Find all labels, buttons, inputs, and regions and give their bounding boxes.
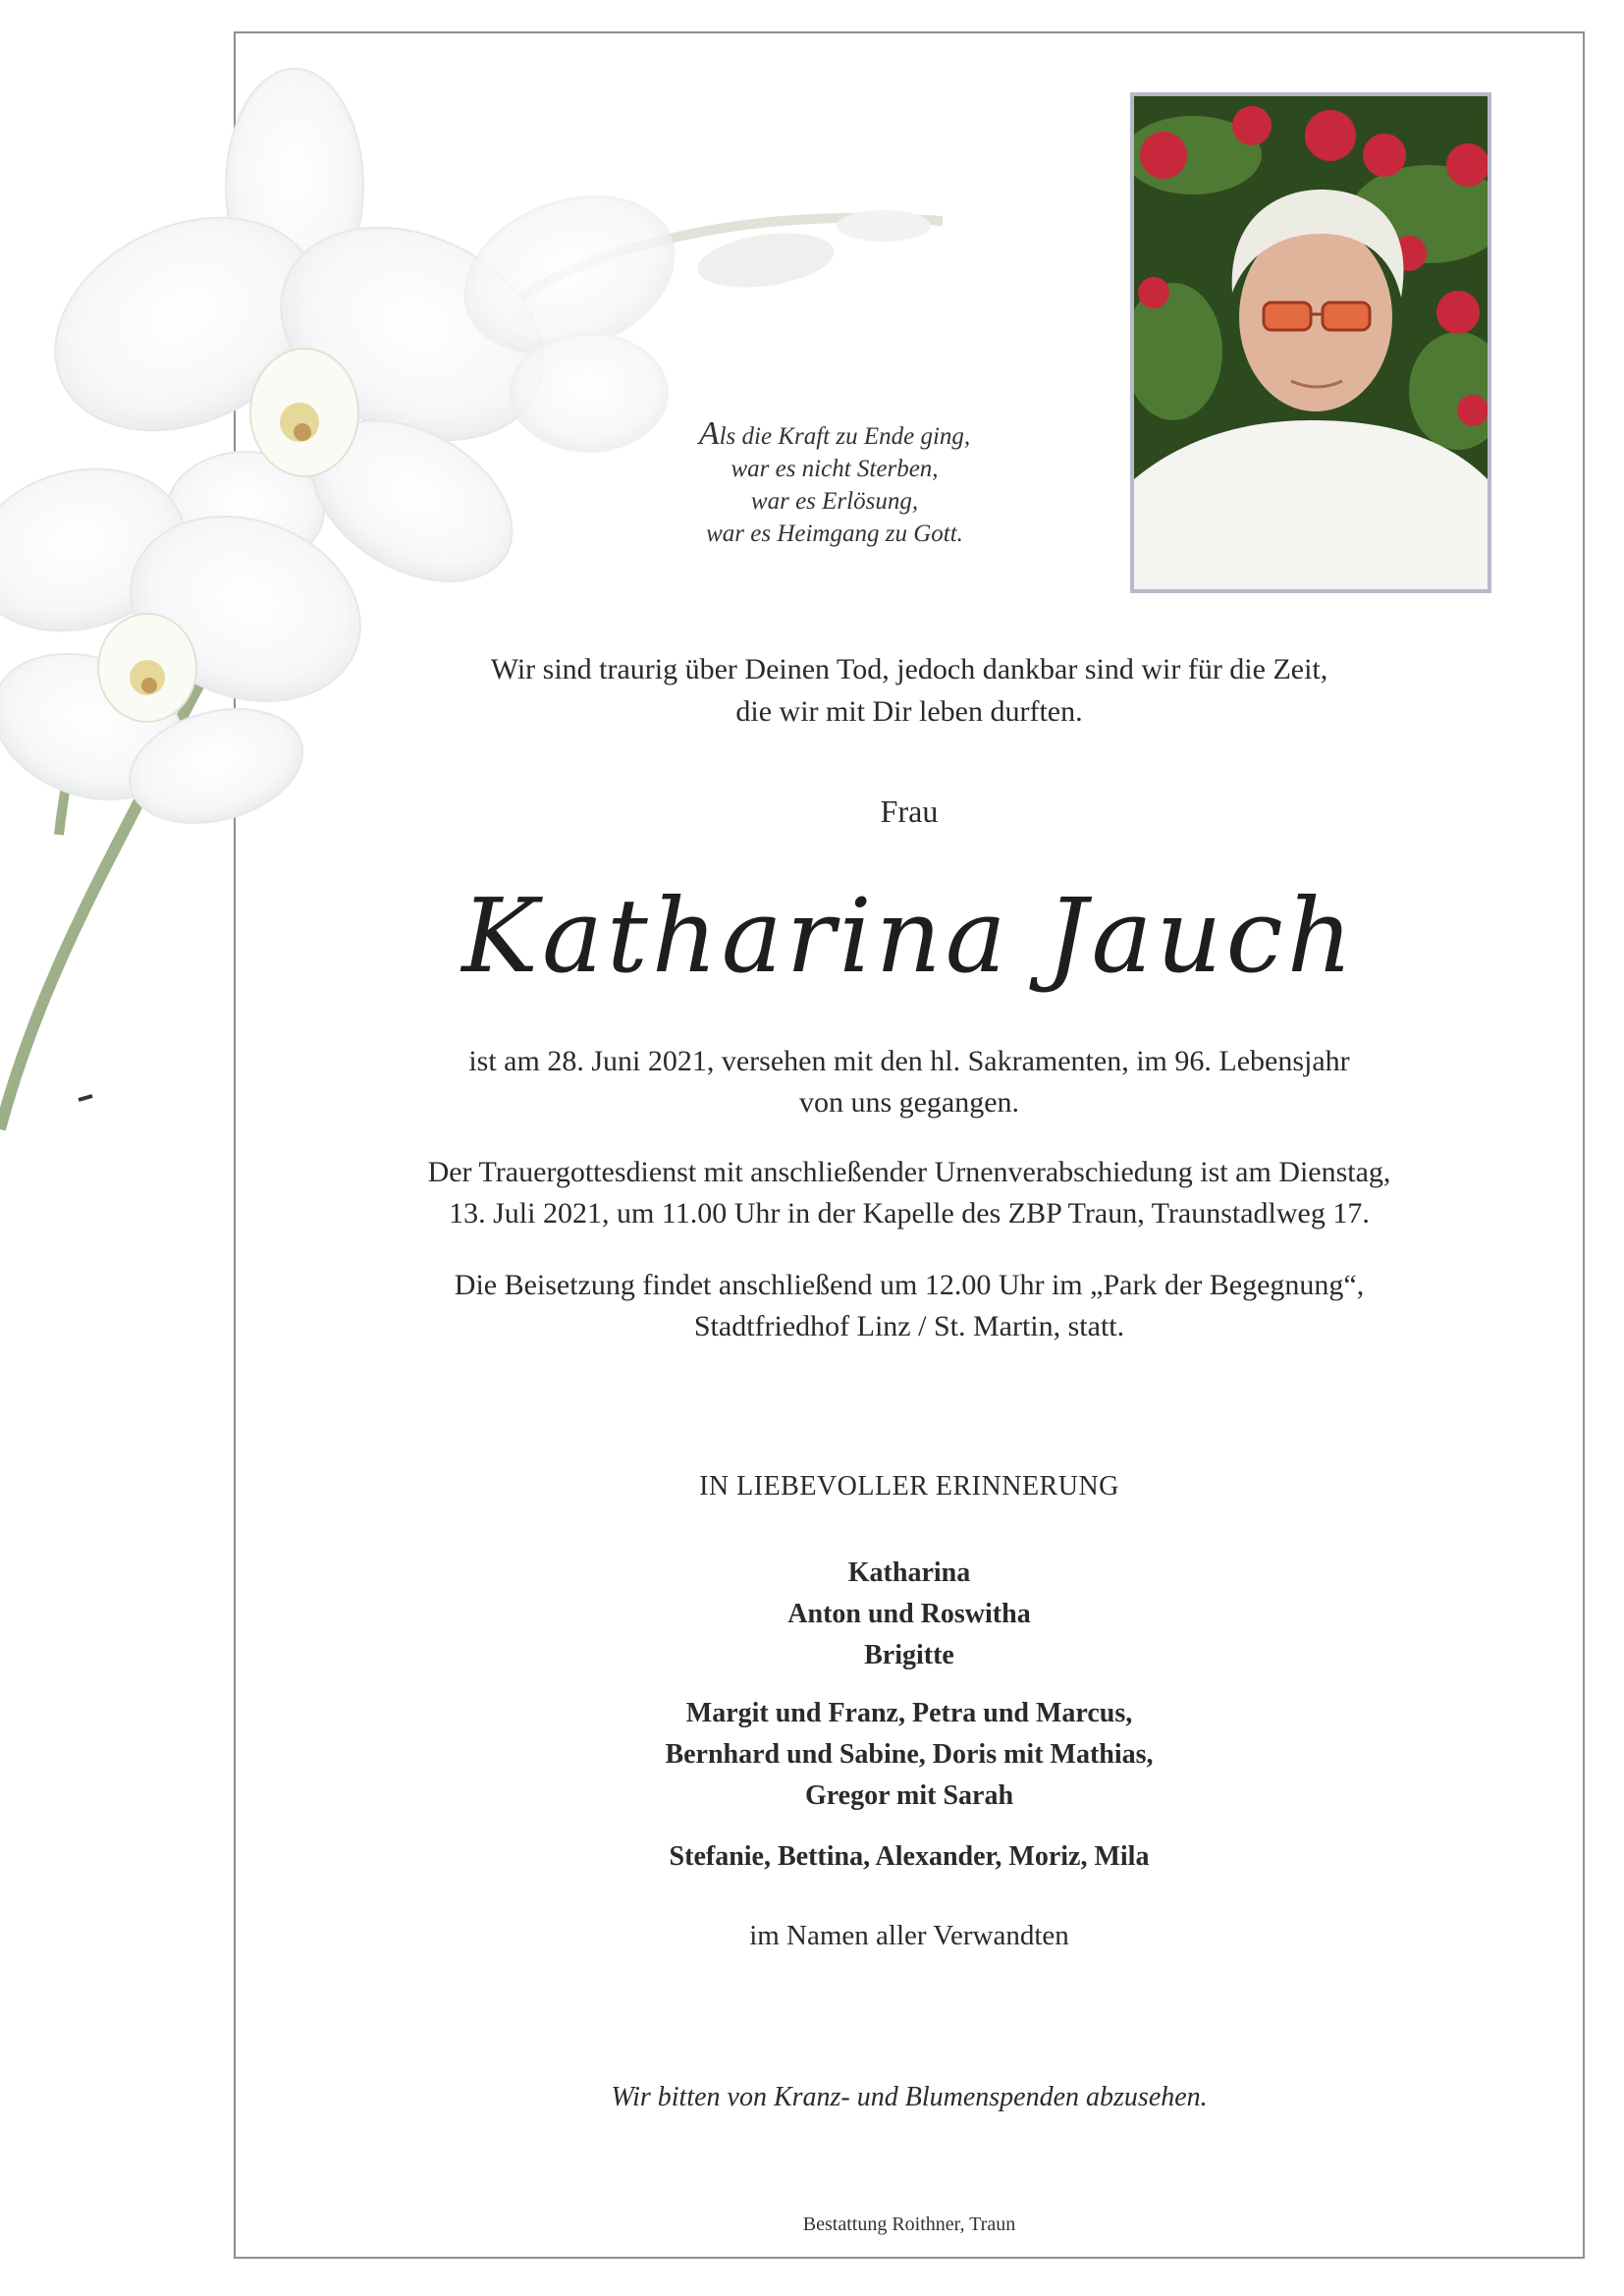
poem bbox=[648, 417, 1021, 550]
service-line-1: Der Trauergottesdienst mit anschließender Urnenverabschiedung ist am Dienstag, bbox=[427, 1156, 1391, 1188]
mourner-line: Bernhard und Sabine, Doris mit Mathias, bbox=[665, 1739, 1154, 1770]
death-notice-line-1: ist am 28. Juni 2021, versehen mit den hl. Sakramenten, im 96. Lebensjahr bbox=[468, 1045, 1350, 1077]
poem-line bbox=[648, 417, 1021, 453]
relatives-note: im Namen aller Verwandten bbox=[749, 1920, 1069, 1951]
mourners-group-1 bbox=[234, 1553, 1585, 1676]
death-notice bbox=[234, 1041, 1585, 1123]
mourners-group-3 bbox=[234, 1836, 1585, 1878]
intro-line-2: die wir mit Dir leben durften. bbox=[735, 695, 1083, 728]
poem-line-3: war es Erlösung, bbox=[750, 488, 919, 515]
intro-line-1: Wir sind traurig über Deinen Tod, jedoch dankbar sind wir für die Zeit, bbox=[490, 653, 1328, 685]
mourner-line: Stefanie, Bettina, Alexander, Moriz, Mila bbox=[669, 1841, 1150, 1872]
poem-line-2: war es nicht Sterben, bbox=[731, 456, 939, 482]
poem-line-1: ls die Kraft zu Ende ging, bbox=[719, 423, 971, 450]
deceased-name: Katharina Jauch bbox=[461, 876, 1357, 996]
portrait-photo bbox=[1130, 92, 1491, 593]
undertaker-credit: Bestattung Roithner, Traun bbox=[802, 2214, 1016, 2235]
intro-text bbox=[234, 648, 1585, 733]
service-info bbox=[234, 1152, 1585, 1234]
mourner-line: Margit und Franz, Petra und Marcus, bbox=[685, 1698, 1133, 1728]
burial-line-1: Die Beisetzung findet anschließend um 12.00 Uhr im „Park der Begegnung“, bbox=[454, 1269, 1365, 1301]
mourner-line: Brigitte bbox=[864, 1640, 954, 1670]
mourners-group-2 bbox=[234, 1693, 1585, 1817]
memory-heading: IN LIEBEVOLLER ERINNERUNG bbox=[699, 1471, 1119, 1502]
mourner-line: Gregor mit Sarah bbox=[804, 1780, 1014, 1811]
flower-request: Wir bitten von Kranz- und Blumenspenden abzusehen. bbox=[611, 2082, 1208, 2112]
burial-line-2: Stadtfriedhof Linz / St. Martin, statt. bbox=[693, 1310, 1125, 1342]
mourner-line: Anton und Roswitha bbox=[787, 1599, 1031, 1629]
burial-info bbox=[234, 1265, 1585, 1347]
mourner-line: Katharina bbox=[847, 1558, 971, 1588]
salutation: Frau bbox=[880, 793, 939, 829]
service-line-2: 13. Juli 2021, um 11.00 Uhr in der Kapelle des ZBP Traun, Traunstadlweg 17. bbox=[449, 1197, 1370, 1230]
poem-initial: A bbox=[698, 415, 720, 452]
death-notice-line-2: von uns gegangen. bbox=[798, 1086, 1020, 1119]
poem-line-4: war es Heimgang zu Gott. bbox=[706, 520, 963, 547]
